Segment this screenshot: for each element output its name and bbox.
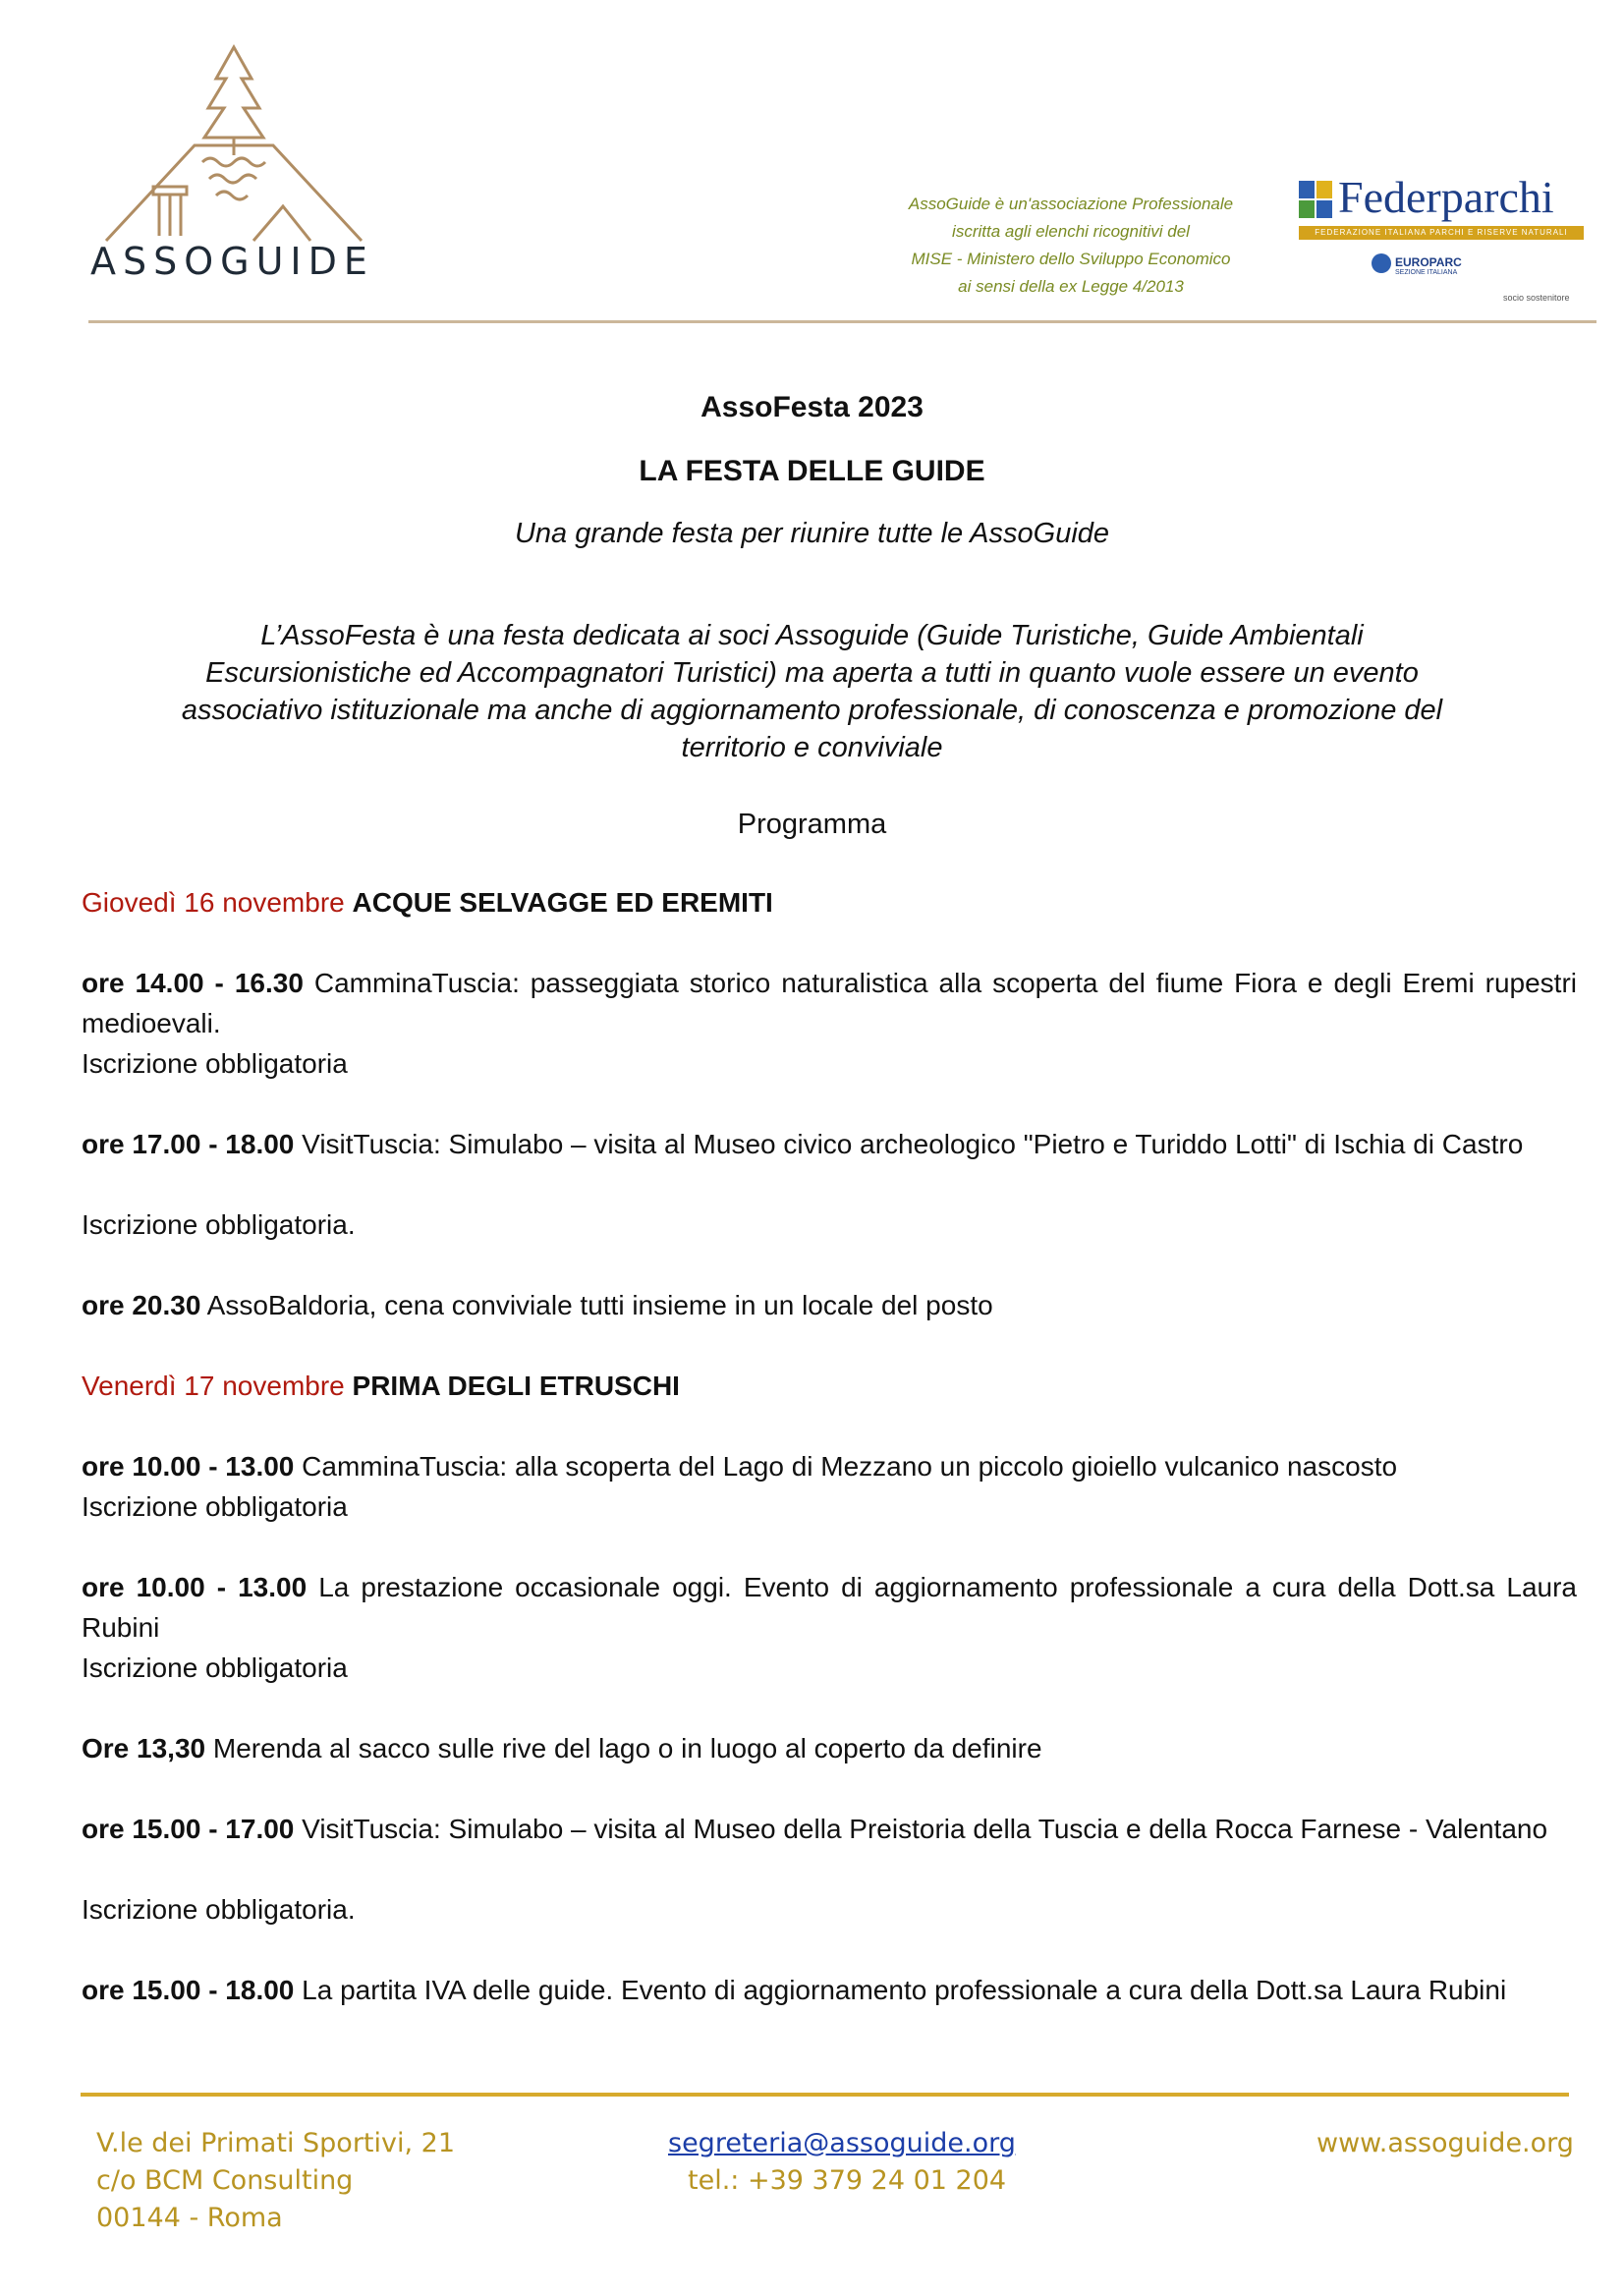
event-note: Iscrizione obbligatoria.: [82, 1209, 356, 1240]
intro-line: associativo istituzionale ma anche di aggiornamento professionale, di conoscenza e promozione del: [181, 695, 1443, 726]
address-line: 00144 - Roma: [96, 2203, 283, 2233]
address-line: V.le dei Primati Sportivi, 21: [96, 2128, 456, 2158]
event-time: ore 10.00 - 13.00: [82, 1451, 295, 1482]
event-time: Ore 13,30: [82, 1733, 206, 1763]
event-text: VisitTuscia: Simulabo – visita al Museo civico archeologico "Pietro e Turiddo Lotti" di Ischia di Castro: [302, 1129, 1524, 1159]
federparchi-strip: FEDERAZIONE ITALIANA PARCHI E RISERVE NATURALI: [1299, 226, 1584, 240]
note-line: AssoGuide è un'associazione Professionale: [908, 195, 1234, 213]
day-date: Giovedì 16 novembre: [82, 887, 345, 918]
europarc-icon: [1372, 253, 1391, 273]
event-item: [82, 1285, 1577, 1325]
federparchi-name: Federparchi: [1338, 172, 1554, 222]
event-time: ore 15.00 - 17.00: [82, 1814, 295, 1844]
intro-line: territorio e conviviale: [681, 732, 943, 763]
note-line: ai sensi della ex Legge 4/2013: [958, 277, 1184, 296]
note-line: iscritta agli elenchi ricognitivi del: [952, 222, 1190, 241]
day-heading: [82, 882, 1577, 923]
event-item: [82, 1124, 1577, 1164]
event-time: ore 17.00 - 18.00: [82, 1129, 295, 1159]
event-title: AssoFesta 2023: [700, 391, 924, 423]
intro-paragraph: [93, 617, 1531, 766]
event-item: [82, 1970, 1577, 2010]
event-item: [82, 1728, 1577, 1768]
event-item: [82, 963, 1577, 1043]
footer-address: [96, 2125, 455, 2237]
event-note: Iscrizione obbligatoria: [82, 1048, 348, 1079]
event-subtitle: Una grande festa per riunire tutte le AssoGuide: [514, 518, 1110, 549]
event-time: ore 20.30: [82, 1290, 201, 1320]
event-text: La partita IVA delle guide. Evento di aggiornamento professionale a cura della Dott.sa Laura Rubini: [302, 1975, 1507, 2005]
event-time: ore 15.00 - 18.00: [82, 1975, 295, 2005]
event-text: VisitTuscia: Simulabo – visita al Museo della Preistoria della Tuscia e della Rocca Farnese - Valentano: [302, 1814, 1548, 1844]
event-note: Iscrizione obbligatoria: [82, 1652, 348, 1683]
event-item: [82, 1809, 1577, 1849]
event-time: ore 10.00 - 13.00: [82, 1572, 308, 1602]
note-line: MISE - Ministero dello Sviluppo Economico: [911, 250, 1231, 268]
event-text: Merenda al sacco sulle rive del lago o in luogo al coperto da definire: [212, 1733, 1042, 1763]
association-note: [865, 191, 1277, 301]
europarc-label: EUROPARC: [1395, 255, 1462, 269]
day-theme: PRIMA DEGLI ETRUSCHI: [352, 1371, 680, 1401]
event-text: AssoBaldoria, cena conviviale tutti insieme in un locale del posto: [206, 1290, 993, 1320]
email-link[interactable]: segreteria@assoguide.org: [668, 2128, 1016, 2158]
intro-line: Escursionistiche ed Accompagnatori Turistici) ma aperta a tutti in quanto vuole essere un evento: [205, 657, 1419, 689]
event-text: CamminaTuscia: alla scoperta del Lago di Mezzano un piccolo gioiello vulcanico nascosto: [302, 1451, 1398, 1482]
event-note: Iscrizione obbligatoria.: [82, 1894, 356, 1925]
event-time: ore 14.00 - 16.30: [82, 968, 304, 998]
event-item: [82, 1446, 1577, 1486]
event-note: Iscrizione obbligatoria: [82, 1491, 348, 1522]
logo-wordmark: ASSOGUIDE: [90, 240, 374, 283]
header-divider: [88, 320, 1596, 323]
federparchi-icon: [1299, 181, 1332, 218]
program-label: Programma: [737, 809, 887, 840]
day-theme: ACQUE SELVAGGE ED EREMITI: [352, 887, 773, 918]
event-text: CamminaTuscia: passeggiata storico naturalistica alla scoperta del fiume Fiora e degli Eremi rupestri medioevali.: [82, 968, 1577, 1038]
website-link[interactable]: www.assoguide.org: [1316, 2128, 1574, 2158]
phone-number: tel.: +39 379 24 01 204: [688, 2165, 1007, 2196]
day-date: Venerdì 17 novembre: [82, 1371, 345, 1401]
footer-divider: [81, 2093, 1569, 2097]
socio-label: socio sostenitore: [1503, 293, 1570, 303]
address-line: c/o BCM Consulting: [96, 2165, 354, 2196]
event-text: La prestazione occasionale oggi. Evento di aggiornamento professionale a cura della Dott.sa Laura Rubini: [82, 1572, 1577, 1643]
europarc-sublabel: SEZIONE ITALIANA: [1395, 269, 1458, 276]
event-item: [82, 1567, 1577, 1648]
event-heading: LA FESTA DELLE GUIDE: [639, 455, 985, 487]
intro-line: L’AssoFesta è una festa dedicata ai soci Assoguide (Guide Turistiche, Guide Ambientali: [260, 620, 1364, 651]
day-heading: [82, 1366, 1577, 1406]
